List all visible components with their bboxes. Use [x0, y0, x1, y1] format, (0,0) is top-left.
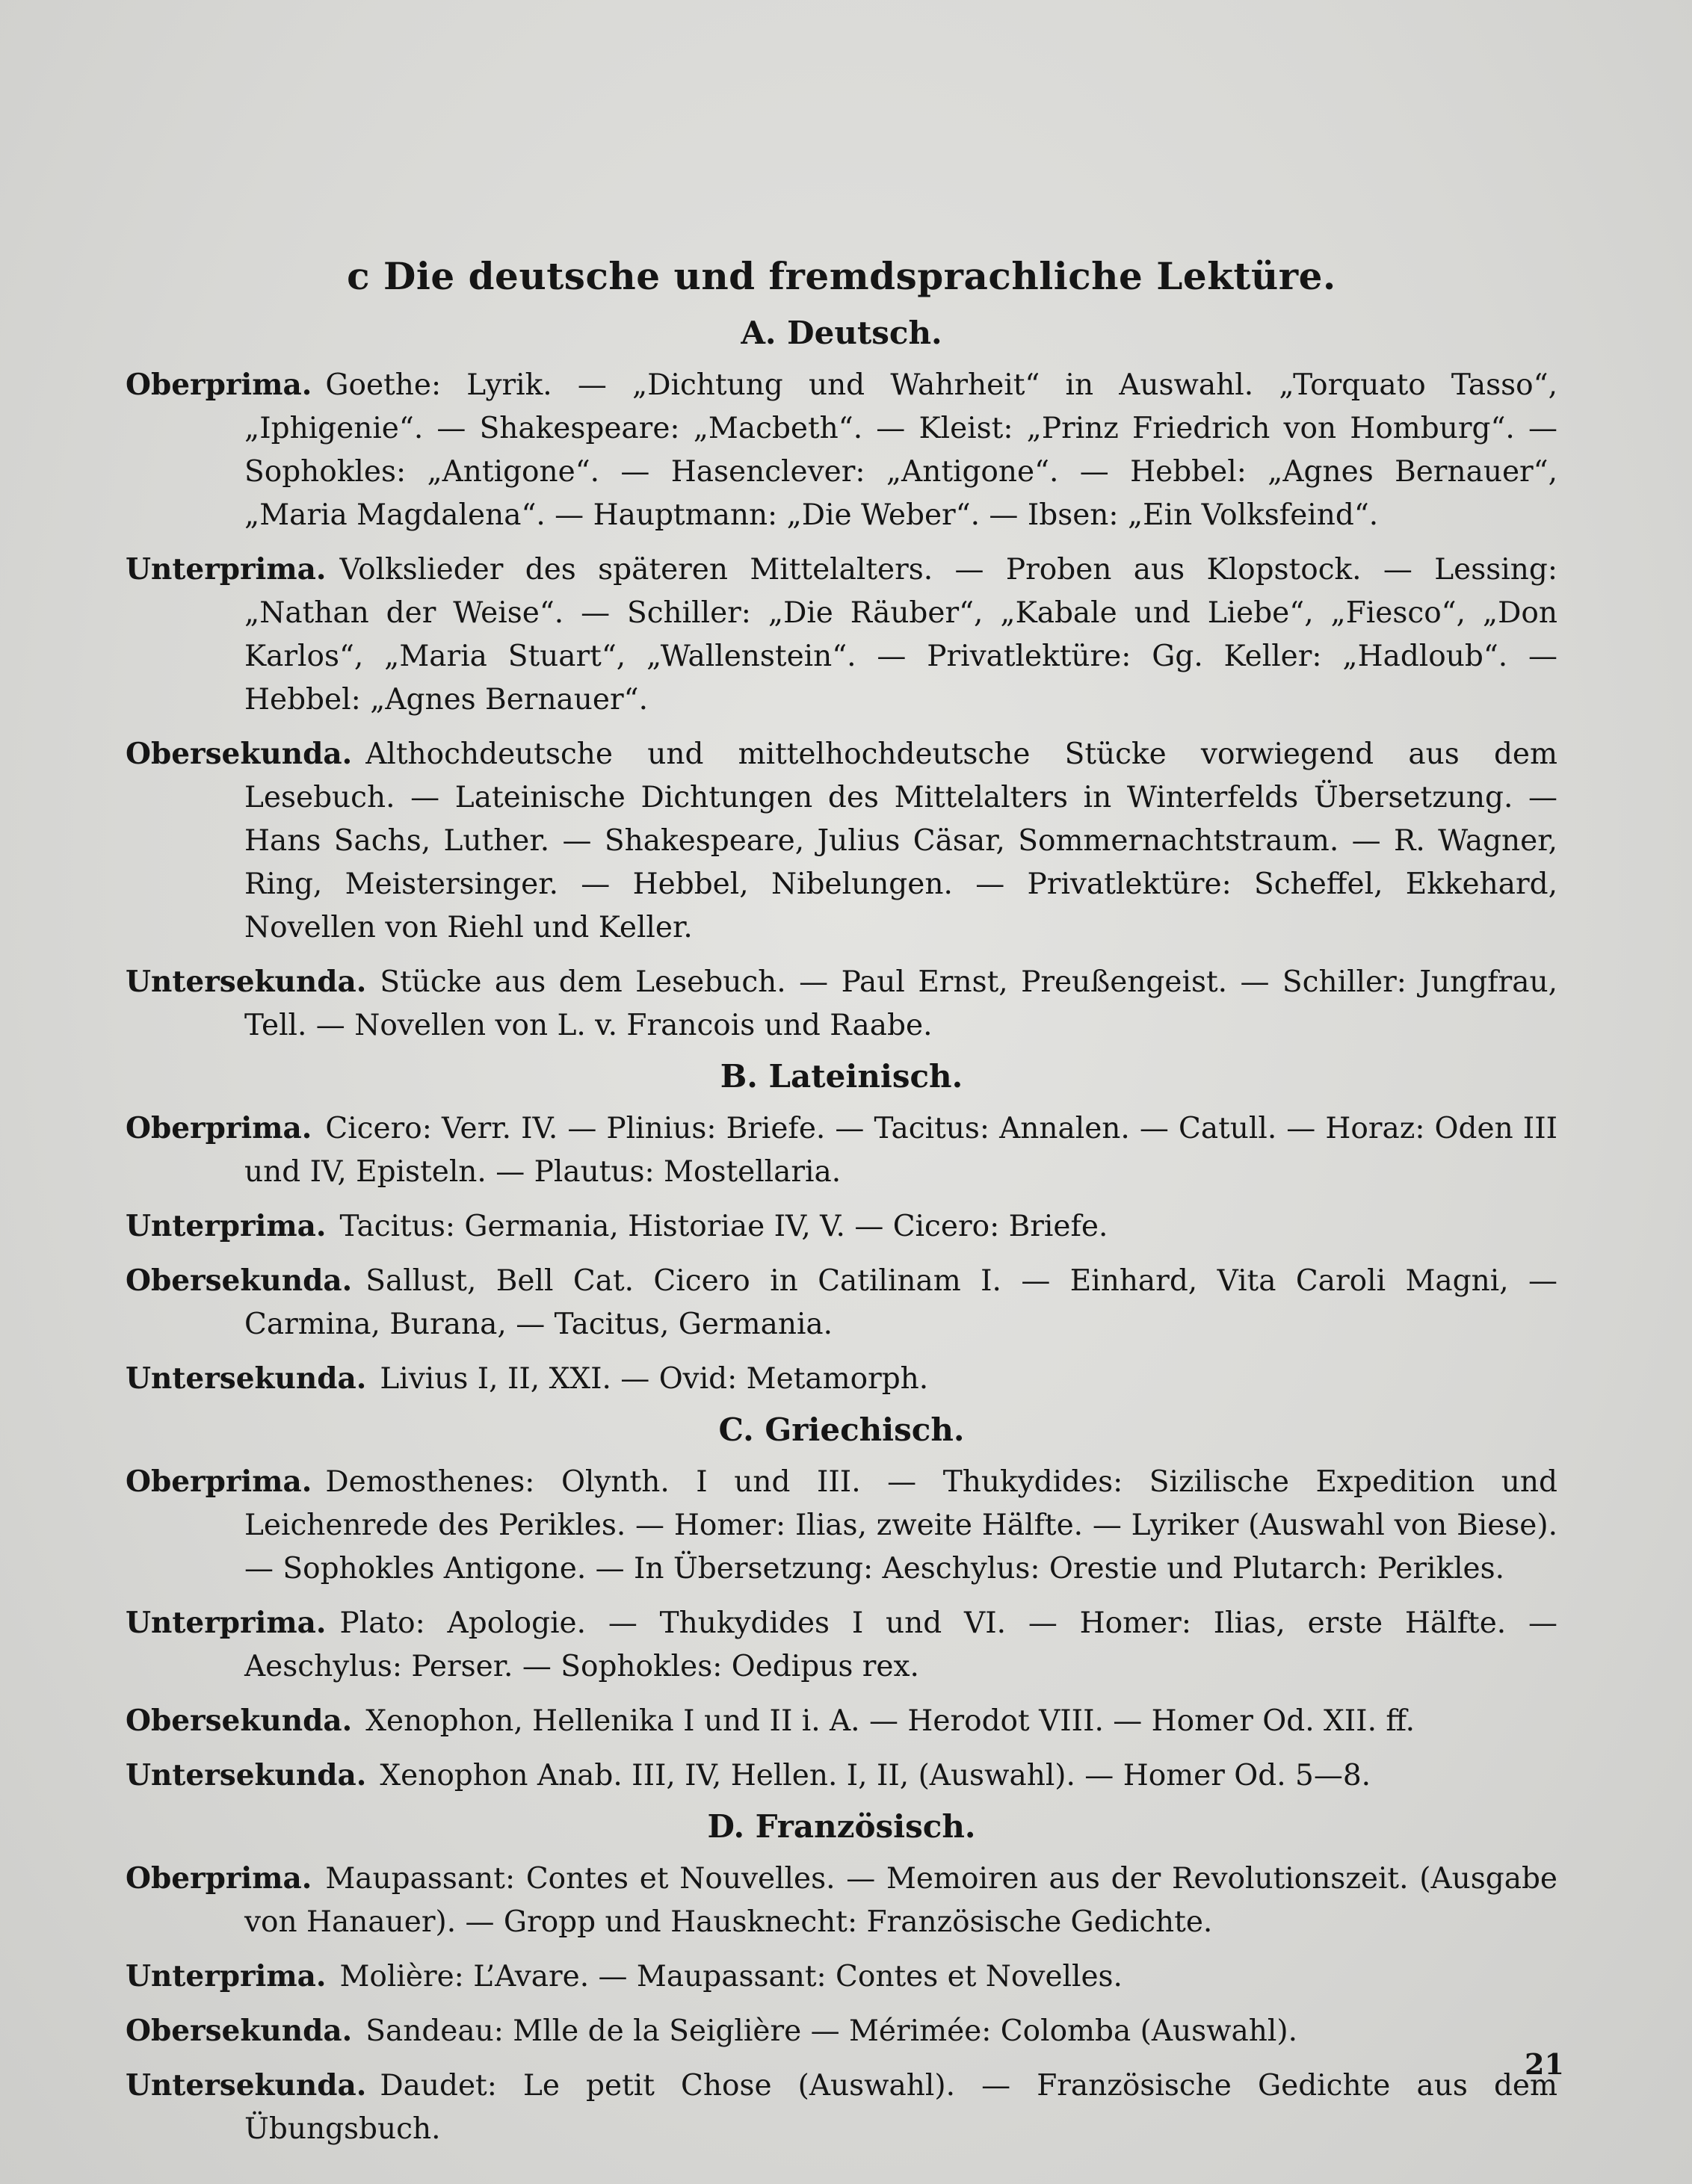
entry-label: Obersekunda. [126, 737, 353, 771]
entry-label: Untersekunda. [126, 1361, 367, 1396]
entry-text: Volkslieder des späteren Mittelalters. — Proben aus Klopstock. — Lessing: „Nathan der Weise“. — Schiller: „Die Räuber“, „Kabale und Liebe“, „Fiesco“, „Don Karlos“, „Maria Stuart“, „Wallenstein“. — Privatlektüre: Gg. Keller: „Hadloub“. — Hebbel: „Agnes Bernauer“. [244, 553, 1557, 717]
entry-untersekunda [126, 1357, 1557, 1401]
entry-label: Oberprima. [126, 1464, 312, 1499]
entry-obersekunda [126, 732, 1557, 950]
entry-text: Molière: L’Avare. — Maupassant: Contes et Novelles. [339, 1960, 1123, 1993]
entry-label: Oberprima. [126, 1111, 312, 1145]
section-heading: C. Griechisch. [718, 1411, 965, 1448]
section-franzoesisch [126, 1808, 1557, 2151]
entry-untersekunda [126, 960, 1557, 1048]
entry-text: Xenophon, Hellenika I und II i. A. — Herodot VIII. — Homer Od. XII. ff. [365, 1704, 1415, 1738]
section-lateinisch [126, 1058, 1557, 1401]
entry-text: Xenophon Anab. III, IV, Hellen. I, II, (Auswahl). — Homer Od. 5—8. [380, 1759, 1371, 1792]
entry-label: Unterprima. [126, 1959, 327, 1993]
entry-unterprima [126, 548, 1557, 722]
section-heading: B. Lateinisch. [720, 1058, 963, 1095]
section-deutsch [126, 315, 1557, 1048]
entry-label: Oberprima. [126, 1861, 312, 1896]
entry-text: Sallust, Bell Cat. Cicero in Catilinam I. — Einhard, Vita Caroli Magni, — Carmina, Burana, — Tacitus, Germania. [244, 1264, 1557, 1341]
page-title: c Die deutsche und fremdsprachliche Lektüre. [347, 254, 1336, 298]
entry-text: Cicero: Verr. IV. — Plinius: Briefe. — Tacitus: Annalen. — Catull. — Horaz: Oden III und IV, Episteln. — Plautus: Mostellaria. [244, 1112, 1557, 1189]
entry-text: Althochdeutsche und mittelhochdeutsche Stücke vorwiegend aus dem Lesebuch. — Lateinische Dichtungen des Mittelalters in Winterfelds Übersetzung. — Hans Sachs, Luther. — Shakespeare, Julius Cäsar, Sommernachtstraum. — R. Wagner, Ring, Meistersinger. — Hebbel, Nibelungen. — Privatlektüre: Scheffel, Ekkehard, Novellen von Riehl und Keller. [244, 737, 1557, 944]
entry-text: Livius I, II, XXI. — Ovid: Metamorph. [380, 1362, 929, 1396]
entry-label: Untersekunda. [126, 1758, 367, 1792]
entry-label: Obersekunda. [126, 2014, 353, 2048]
page-number: 21 [1525, 2047, 1564, 2081]
section-griechisch [126, 1411, 1557, 1798]
entry-label: Unterprima. [126, 1606, 327, 1640]
entry-text: Demosthenes: Olynth. I und III. — Thukydides: Sizilische Expedition und Leichenrede des Perikles. — Homer: Ilias, zweite Hälfte. — Lyriker (Auswahl von Biese). — Sophokles Antigone. — In Übersetzung: Aeschylus: Orestie und Plutarch: Perikles. [244, 1465, 1557, 1586]
entry-obersekunda [126, 1259, 1557, 1346]
entry-obersekunda [126, 2009, 1557, 2053]
entry-label: Unterprima. [126, 552, 327, 587]
section-heading: A. Deutsch. [741, 315, 942, 351]
entry-oberprima [126, 1460, 1557, 1591]
entry-obersekunda [126, 1699, 1557, 1743]
entry-text: Stücke aus dem Lesebuch. — Paul Ernst, Preußengeist. — Schiller: Jungfrau, Tell. — Novellen von L. v. Francois und Raabe. [244, 965, 1557, 1042]
entry-text: Daudet: Le petit Chose (Auswahl). — Französische Gedichte aus dem Übungsbuch. [244, 2069, 1557, 2146]
entry-unterprima [126, 1204, 1557, 1249]
entry-text: Goethe: Lyrik. — „Dichtung und Wahrheit“ in Auswahl. „Torquato Tasso“, „Iphigenie“. — Shakespeare: „Macbeth“. — Kleist: „Prinz Friedrich von Homburg“. — Sophokles: „Antigone“. — Hasenclever: „Antigone“. — Hebbel: „Agnes Bernauer“, „Maria Magdalena“. — Hauptmann: „Die Weber“. — Ibsen: „Ein Volksfeind“. [244, 368, 1557, 532]
entry-label: Untersekunda. [126, 2068, 367, 2103]
entry-label: Obersekunda. [126, 1704, 353, 1738]
entry-untersekunda [126, 2064, 1557, 2151]
entry-label: Obersekunda. [126, 1263, 353, 1298]
entry-text: Plato: Apologie. — Thukydides I und VI. — Homer: Ilias, erste Hälfte. — Aeschylus: Perser. — Sophokles: Oedipus rex. [244, 1606, 1557, 1683]
entry-label: Untersekunda. [126, 965, 367, 999]
entry-label: Unterprima. [126, 1209, 327, 1243]
entry-text: Sandeau: Mlle de la Seiglière — Mérimée: Colomba (Auswahl). [365, 2014, 1297, 2048]
entry-label: Oberprima. [126, 368, 312, 402]
entry-oberprima [126, 363, 1557, 537]
entry-text: Maupassant: Contes et Nouvelles. — Memoiren aus der Revolutionszeit. (Ausgabe von Hanauer). — Gropp und Hausknecht: Französische Gedichte. [244, 1862, 1557, 1939]
page-content [126, 254, 1557, 2162]
entry-untersekunda [126, 1754, 1557, 1798]
entry-unterprima [126, 1955, 1557, 1999]
entry-oberprima [126, 1857, 1557, 1944]
section-heading: D. Französisch. [707, 1808, 976, 1845]
entry-text: Tacitus: Germania, Historiae IV, V. — Cicero: Briefe. [339, 1210, 1108, 1243]
entry-unterprima [126, 1601, 1557, 1689]
entry-oberprima [126, 1107, 1557, 1194]
